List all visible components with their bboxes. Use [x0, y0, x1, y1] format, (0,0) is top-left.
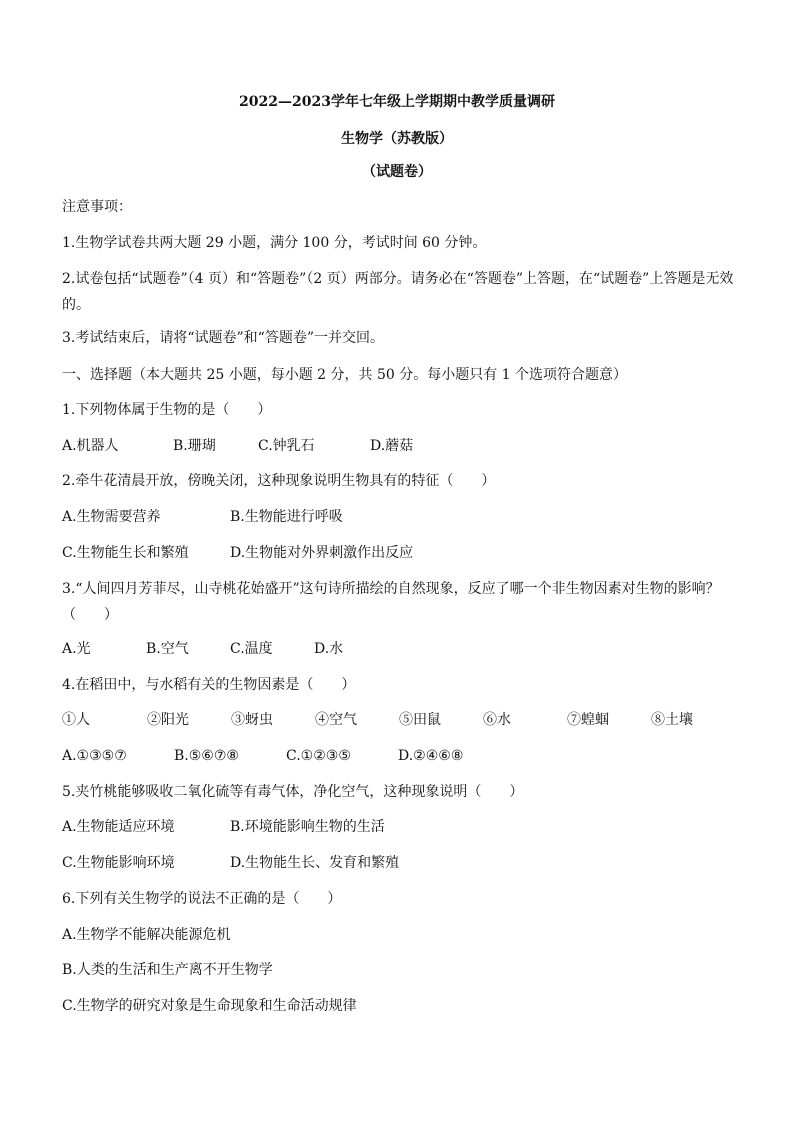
factor-item: ⑥水: [483, 712, 511, 728]
option-a[interactable]: A.机器人: [62, 438, 119, 454]
section-heading: 一、选择题（本大题共 25 小题，每小题 2 分，共 50 分。每小题只有 1 个选项符合题意）: [62, 367, 628, 383]
option-c[interactable]: C.生物能生长和繁殖: [62, 545, 189, 561]
option-d[interactable]: D.生物能生长、发育和繁殖: [230, 855, 400, 871]
paper-type: （试题卷）: [362, 164, 432, 180]
question-4-stem: 4.在稻田中，与水稻有关的生物因素是（ ）: [62, 677, 356, 693]
option-a[interactable]: A.光: [62, 641, 91, 657]
option-c[interactable]: C.温度: [230, 641, 273, 657]
option-b[interactable]: B.⑤⑥⑦⑧: [174, 748, 239, 764]
factor-item: ②阳光: [147, 712, 189, 728]
factor-item: ③蚜虫: [231, 712, 273, 728]
factor-item: ④空气: [315, 712, 357, 728]
option-a[interactable]: A.生物能适应环境: [62, 819, 175, 835]
notice-item-2: 2.试卷包括“试题卷”（4 页）和“答题卷”（2 页）两部分。请务必在“答题卷”上答题，在“试题卷”上答题是无效的。: [62, 271, 734, 313]
option-b[interactable]: B.生物能进行呼吸: [230, 509, 343, 525]
option-b[interactable]: B.空气: [146, 641, 189, 657]
option-c[interactable]: C.生物能影响环境: [62, 855, 175, 871]
question-5-stem: 5.夹竹桃能够吸收二氧化硫等有毒气体，净化空气，这种现象说明（ ）: [62, 784, 524, 800]
question-2-stem: 2.牵牛花清晨开放，傍晚关闭，这种现象说明生物具有的特征（ ）: [62, 473, 496, 489]
factor-item: ⑤田鼠: [399, 712, 441, 728]
question-1-stem: 1.下列物体属于生物的是（ ）: [62, 402, 272, 418]
notice-heading: 注意事项：: [62, 199, 132, 215]
option-b[interactable]: B.人类的生活和生产离不开生物学: [62, 962, 273, 978]
factor-item: ①人: [62, 712, 90, 728]
notice-item-1: 1.生物学试卷共两大题 29 小题，满分 100 分，考试时间 60 分钟。: [62, 235, 487, 251]
question-6-stem: 6.下列有关生物学的说法不正确的是（ ）: [62, 891, 342, 907]
option-d[interactable]: D.蘑菇: [370, 438, 414, 454]
exam-title: 2022—2023学年七年级上学期期中教学质量调研: [239, 94, 555, 110]
option-b[interactable]: B.珊瑚: [173, 438, 216, 454]
option-d[interactable]: D.生物能对外界刺激作出反应: [230, 545, 414, 561]
notice-item-3: 3.考试结束后，请将“试题卷”和“答题卷”一并交回。: [62, 330, 384, 346]
option-a[interactable]: A.生物学不能解决能源危机: [62, 927, 231, 943]
option-c[interactable]: C.生物学的研究对象是生命现象和生命活动规律: [62, 998, 357, 1014]
option-a[interactable]: A.生物需要营养: [62, 509, 161, 525]
option-d[interactable]: D.②④⑥⑧: [398, 748, 464, 764]
factor-item: ⑦蝗蝈: [567, 712, 609, 728]
factor-item: ⑧土壤: [651, 712, 693, 728]
option-d[interactable]: D.水: [314, 641, 344, 657]
option-c[interactable]: C.钟乳石: [258, 438, 315, 454]
exam-subject: 生物学（苏教版）: [341, 131, 453, 147]
option-a[interactable]: A.①③⑤⑦: [62, 748, 127, 764]
option-b[interactable]: B.环境能影响生物的生活: [230, 819, 385, 835]
question-3-stem: 3.“人间四月芳菲尽，山寺桃花始盛开”这句诗所描绘的自然现象，反应了哪一个非生物因素对生物的影响？（ ）: [62, 581, 720, 623]
option-c[interactable]: C.①②③⑤: [286, 748, 351, 764]
